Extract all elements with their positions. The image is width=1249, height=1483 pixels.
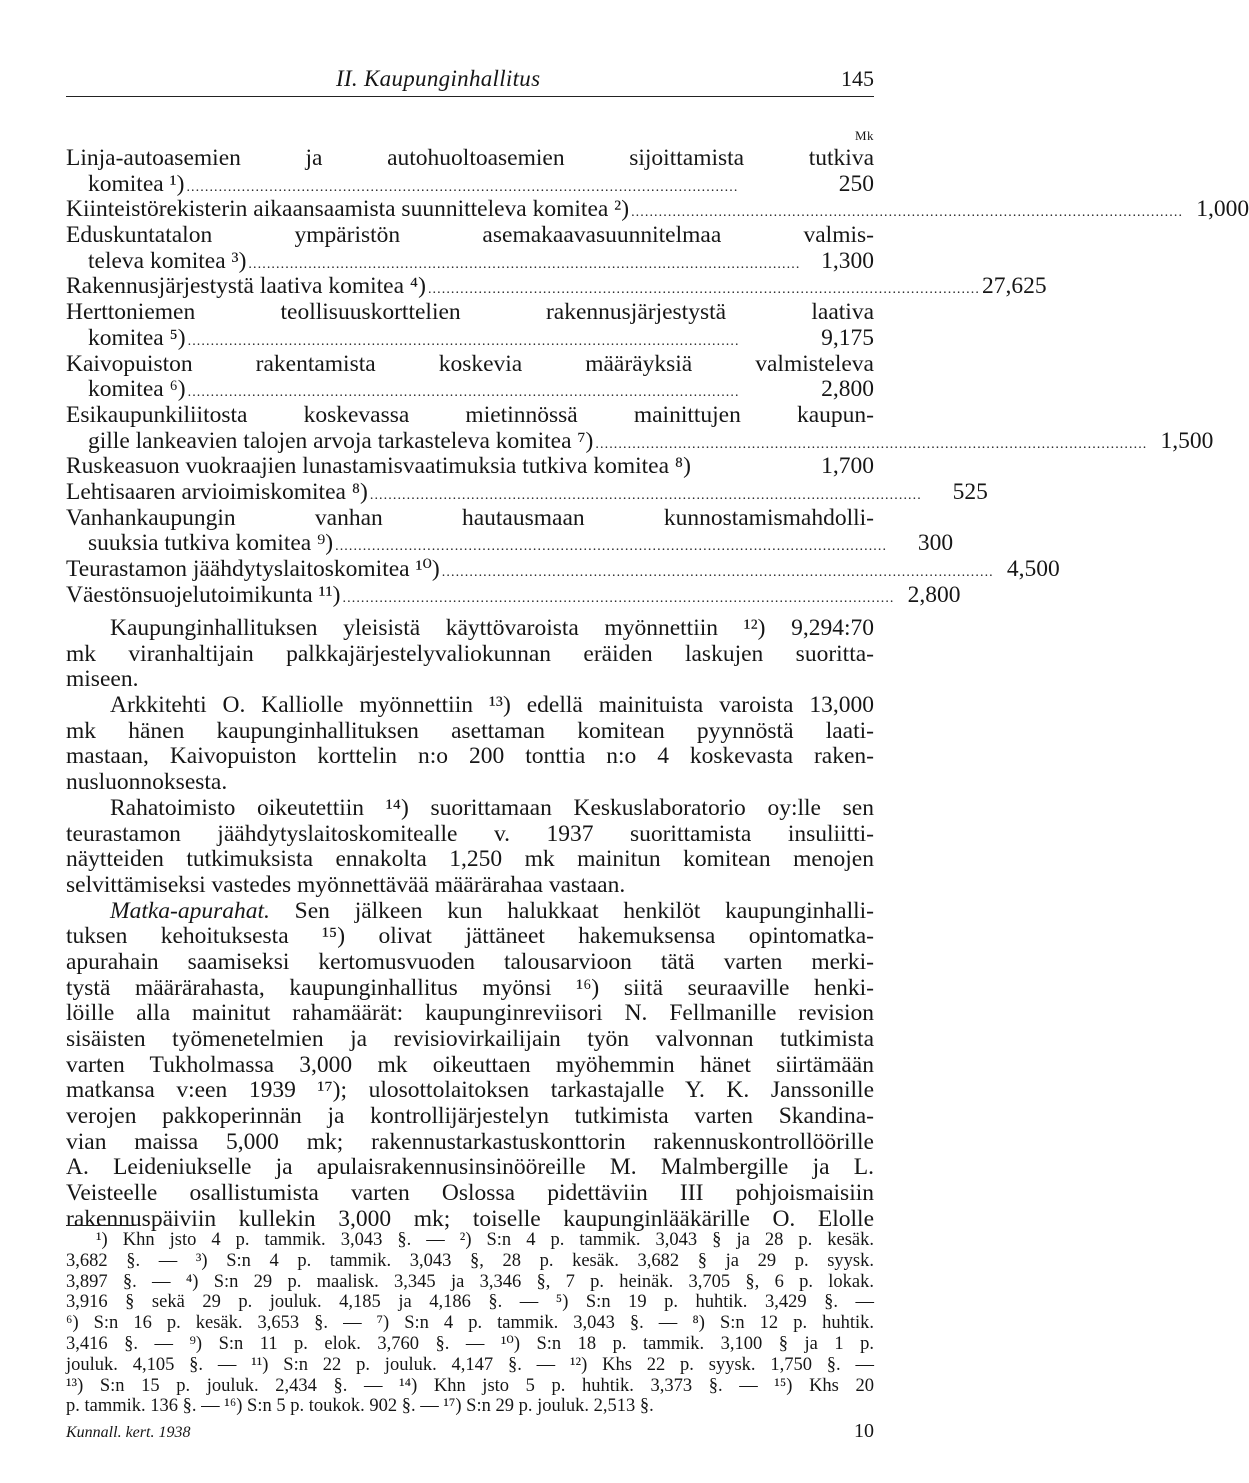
paragraph-line: nusluonnoksesta. <box>66 769 228 796</box>
entry-text: Ruskeasuon vuokraajien lunastamisvaatimuksia tutkiva komitea ⁸) <box>66 453 691 480</box>
header-rule <box>66 96 874 97</box>
dot-leader: ........................................................................................................................ <box>248 256 801 272</box>
footnote-line: ⁶) S:n 16 p. kesäk. 3,653 §. — ⁷) S:n 4 p. tammik. 3,043 §. — ⁸) S:n 12 p. huhtik. <box>66 1313 874 1334</box>
committee-entry-line <box>66 377 874 403</box>
publication-signature: Kunnall. kert. 1938 <box>66 1424 191 1441</box>
paragraph-line: Rahatoimisto oikeutettiin ¹⁴) suorittamaan Keskuslaboratorio oy:lle sen <box>110 794 874 821</box>
dot-leader: ........................................................................................................................ <box>441 565 994 580</box>
footnote-line: 3,897 §. — ⁴) S:n 29 p. maalisk. 3,345 ja 3,346 §, 7 p. heinäk. 3,705 §, 6 p. lokak. <box>66 1271 874 1292</box>
footnote-line: jouluk. 4,105 §. — ¹¹) S:n 22 p. jouluk. 4,147 §. — ¹²) Khs 22 p. syysk. 1,750 §. — <box>66 1354 874 1375</box>
entry-text: Väestönsuojelutoimikunta ¹¹) <box>66 581 341 608</box>
committee-entry-line <box>66 249 874 275</box>
paragraph-line: tystä määrärahasta, kaupunginhallitus myönsi ¹⁶) siitä seuraaville henki- <box>66 974 874 1001</box>
paragraph-line: Veisteelle osallistumista varten Oslossa pidettäviin III pohjoismaisiin <box>66 1180 874 1207</box>
entry-amount: 2,800 <box>821 376 874 403</box>
paragraph-line: tuksen kehoituksesta ¹⁵) olivat jättäneet hakemuksensa opintomatka- <box>66 923 874 950</box>
page-number: 145 <box>841 66 874 91</box>
entry-amount: 2,800 <box>907 581 961 608</box>
dot-leader: ........................................................................................................................ <box>342 590 895 606</box>
entry-text: komitea ⁶) <box>88 376 186 403</box>
entry-text: Teurastamon jäähdytyslaitoskomitea ¹⁰) <box>66 556 440 582</box>
paragraph-line: löille alla mainitut rahamäärät: kaupunginreviisori N. Fellmanille revision <box>66 1000 874 1027</box>
paragraph-line: A. Leideniukselle ja apulaisrakennusinsinööreille M. Malmbergille ja L. <box>66 1154 874 1181</box>
footnote-line: p. tammik. 136 §. — ¹⁶) S:n 5 p. toukok. 902 §. — ¹⁷) S:n 29 p. jouluk. 2,513 §. <box>66 1396 654 1417</box>
committee-entry-line <box>66 146 874 172</box>
footnote-line: ¹) Khn jsto 4 p. tammik. 3,043 §. — ²) S:n 4 p. tammik. 3,043 § ja 28 p. kesäk. <box>96 1230 874 1250</box>
paragraph-line: vian maissa 5,000 mk; rakennustarkastuskonttorin rakennuskontrollöörille <box>66 1128 874 1155</box>
entry-amount: 27,625 <box>981 273 1047 300</box>
footnote-line: 3,416 §. — ⁹) S:n 11 p. elok. 3,760 §. — ¹⁰) S:n 18 p. tammik. 3,100 § ja 1 p. <box>66 1333 874 1354</box>
committee-entry-line <box>66 478 988 506</box>
currency-unit-label: Mk <box>854 128 874 143</box>
committee-entry-line <box>66 196 1249 223</box>
committee-entry-line <box>66 300 874 326</box>
running-header <box>66 60 874 96</box>
body-text <box>66 616 874 1233</box>
paragraph-line: mastaan, Kaivopuiston korttelin n:o 200 tonttia n:o 4 koskevasta raken- <box>66 743 874 770</box>
section-heading: Matka-apurahat. <box>110 897 270 924</box>
paragraph-line: rakennuspäiviin kullekin 3,000 mk; toiselle kaupunginlääkärille O. Elolle <box>66 1205 874 1232</box>
committee-entry-line <box>66 427 1214 455</box>
dot-leader: ........................................................................................................................ <box>335 539 888 555</box>
paragraph-line: varten Tukholmassa 3,000 mk oikeuttaen myöhemmin hänet siirtämään <box>66 1051 874 1078</box>
paragraph-line: sisäisten työmenetelmien ja revisiovirkailijain työn valvonnan tutkimista <box>66 1026 874 1052</box>
paragraph-line: miseen. <box>66 666 139 693</box>
paragraph-line: näytteiden tutkimuksista ennakolta 1,250 mk mainitun komitean menojen <box>66 846 874 873</box>
entry-amount: 525 <box>952 478 988 505</box>
committee-entry-line <box>66 556 1060 583</box>
committee-entry-line <box>66 530 954 557</box>
entry-text: Kaivopuiston rakentamista koskevia määräyksiä valmisteleva <box>66 350 874 377</box>
dot-leader: ........................................................................................................................ <box>369 487 922 503</box>
paragraph-line: verojen pakkoperinnän ja kontrollijärjestelyn tutkimista varten Skandina- <box>66 1103 874 1130</box>
entry-text: Vanhankaupungin vanhan hautausmaan kunnostamismahdolli- <box>66 504 874 531</box>
committee-entry-line <box>66 172 874 198</box>
dot-leader: ........................................................................................................................ <box>186 179 739 195</box>
entry-amount: 1,000 <box>1196 196 1249 223</box>
footnote-rule <box>66 1225 136 1226</box>
paragraph-line <box>66 899 874 925</box>
committee-entry-line <box>66 581 961 609</box>
entry-text: Lehtisaaren arvioimiskomitea ⁸) <box>66 478 368 505</box>
entry-amount: 9,175 <box>821 324 874 351</box>
entry-amount: 4,500 <box>1006 556 1060 582</box>
committee-entry-line <box>66 326 874 352</box>
dot-leader: ........................................................................................................................ <box>187 333 740 349</box>
paragraph-line: Kaupunginhallituksen yleisistä käyttövaroista myönnettiin ¹²) 9,294:70 <box>110 615 874 641</box>
footnote-line: 3,682 §. — ³) S:n 4 p. tammik. 3,043 §, 28 p. kesäk. 3,682 § ja 29 p. syysk. <box>66 1250 874 1271</box>
paragraph-line: Arkkitehti O. Kalliolle myönnettiin ¹³) edellä mainituista varoista 13,000 <box>110 692 874 719</box>
entry-text: Herttoniemen teollisuuskorttelien rakennusjärjestystä laativa <box>66 299 874 326</box>
dot-leader: ........................................................................................................................ <box>595 436 1148 452</box>
footnote-line: ¹³) S:n 15 p. jouluk. 2,434 §. — ¹⁴) Khn jsto 5 p. huhtik. 3,373 §. — ¹⁵) Khs 20 <box>66 1375 874 1396</box>
dot-leader: ........................................................................................................................ <box>427 282 980 298</box>
footnotes <box>66 1230 874 1417</box>
sheet-number: 10 <box>854 1420 874 1442</box>
committee-entry-line <box>66 273 1047 300</box>
paragraph-line: apurahain saamiseksi kertomusvuoden talousarvioon tätä varten merki- <box>66 948 874 975</box>
committee-entry-line <box>66 352 874 378</box>
entry-text: komitea ¹) <box>88 170 185 197</box>
paragraph-line: selvittämiseksi vastedes myönnettävää määrärahaa vastaan. <box>66 871 626 898</box>
paragraph-line: teurastamon jäähdytyslaitoskomitealle v. 1937 suorittamista insuliitti- <box>66 820 874 847</box>
entry-text: Rakennusjärjestystä laativa komitea ⁴) <box>66 273 426 300</box>
dot-leader: ........................................................................................................................ <box>187 385 740 401</box>
entry-amount: 1,300 <box>821 247 874 274</box>
footnote-line: 3,916 § sekä 29 p. jouluk. 4,185 ja 4,186 §. — ⁵) S:n 19 p. huhtik. 3,429 §. — <box>66 1292 874 1313</box>
paragraph-text: Sen jälkeen kun halukkaat henkilöt kaupunginhalli- <box>269 897 874 924</box>
committee-entry-line <box>66 506 874 532</box>
entry-amount: 1,500 <box>1160 427 1214 454</box>
committee-list <box>66 145 1249 608</box>
document-page <box>66 0 1249 1483</box>
entry-text: Kiinteistörekisterin aikaansaamista suunnitteleva komitea ²) <box>66 196 630 223</box>
entry-text: televa komitea ³) <box>88 247 247 274</box>
entry-text: Esikaupunkiliitosta koskevassa mietinnössä mainittujen kaupun- <box>66 401 874 428</box>
paragraph-line: mk hänen kaupunginhallituksen asettaman komitean pyynnöstä laati- <box>66 717 874 744</box>
chapter-title: II. Kaupunginhallitus <box>336 66 541 91</box>
entry-text: komitea ⁵) <box>88 324 186 351</box>
committee-entry-line <box>66 223 874 249</box>
dot-leader: ........................................................................................................................ <box>631 205 1184 221</box>
entry-text: suuksia tutkiva komitea ⁹) <box>88 530 334 557</box>
entry-text: gille lankeavien talojen arvoja tarkasteleva komitea ⁷) <box>88 427 594 454</box>
paragraph-line: matkansa v:een 1939 ¹⁷); ulosottolaitoksen tarkastajalle Y. K. Janssonille <box>66 1077 874 1104</box>
committee-entry-line <box>66 454 874 480</box>
paragraph-line: mk viranhaltijain palkkajärjestelyvaliokunnan eräiden laskujen suoritta- <box>66 640 874 667</box>
entry-amount: 1,700 <box>821 453 874 480</box>
entry-amount: 250 <box>838 170 874 197</box>
committee-entry-line <box>66 403 874 429</box>
entry-amount: 300 <box>917 530 954 557</box>
entry-text: Linja-autoasemien ja autohuoltoasemien sijoittamista tutkiva <box>66 145 874 171</box>
entry-text: Eduskuntatalon ympäristön asemakaavasuunnitelmaa valmis- <box>66 222 874 249</box>
